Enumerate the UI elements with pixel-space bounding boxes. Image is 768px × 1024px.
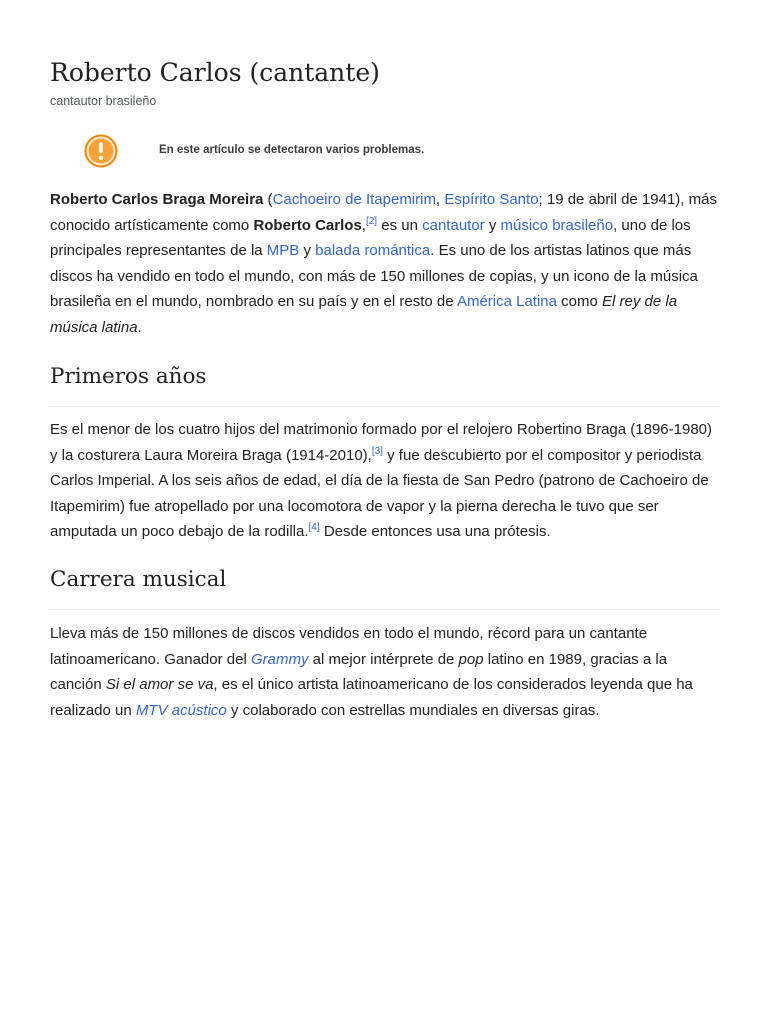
link-cachoeiro-de-itapemirim[interactable]: Cachoeiro de Itapemirim <box>272 191 436 208</box>
reference-3[interactable]: [3] <box>371 445 383 457</box>
nickname: El rey de la música latina <box>50 293 678 336</box>
link-america-latina[interactable]: América Latina <box>456 293 557 310</box>
link-espirito-santo[interactable]: Espírito Santo <box>444 191 539 208</box>
link-grammy[interactable]: Grammy <box>250 650 309 668</box>
intro-paragraph: Roberto Carlos Braga Moreira (Cachoeiro de Itapemirim, Espírito Santo; 19 de abril de 1941), más conocido artísticamente como Roberto Carlos,[2] es un cantautor y músico brasileño, uno de los principales representantes de la MPB y balada romántica. Es uno de los artistas latinos que más discos ha vendido en todo el mundo, con más de 150 millones de copias, y un icono de la música brasileña en el mundo, nombrado en su país y en el resto de América Latina como El rey de la música latina. <box>50 191 717 336</box>
heading-primeros-anos: Primeros años <box>50 362 718 407</box>
link-balada-romantica[interactable]: balada romántica <box>315 242 431 259</box>
link-mpb[interactable]: MPB <box>266 242 300 259</box>
heading-carrera-musical: Carrera musical <box>50 565 718 610</box>
link-musico-brasileno[interactable]: músico brasileño <box>500 216 614 234</box>
early-years-paragraph: Es el menor de los cuatro hijos del matrimonio formado por el relojero Robertino Braga (1896-1980) y la costurera Laura Moreira Braga (1914-2010),[3] y fue descubierto por el compositor y periodista Carlos Imperial. A los seis años de edad, el día de la fiesta de San Pedro (patrono de Cachoeiro de Itapemirim) fue atropellado por una locomotora de vapor y la pierna derecha le tuvo que ser amputada un poco debajo de la rodilla.[4] Desde entonces usa una prótesis. <box>50 421 713 540</box>
full-name: Roberto Carlos Braga Moreira <box>50 191 264 208</box>
reference-2[interactable]: [2] <box>365 215 378 227</box>
link-cantautor[interactable]: cantautor <box>422 216 485 234</box>
career-paragraph: Lleva más de 150 millones de discos vendidos en todo el mundo, récord para un cantante latinoamericano. Ganador del Grammy al mejor intérprete de pop latino en 1989, gracias a la canción Si el amor se va, es el único artista latinoamericano de los considerados leyenda que ha realizado un MTV acústico y colaborado con estrellas mundiales en diversas giras. <box>50 625 693 719</box>
pop-term: pop <box>458 650 484 668</box>
known-as-name: Roberto Carlos <box>253 216 362 234</box>
link-mtv-acustico[interactable]: MTV acústico <box>135 701 227 719</box>
reference-4[interactable]: [4] <box>308 522 320 533</box>
song-title: Si el amor se va <box>105 676 214 693</box>
issues-notice[interactable] <box>50 130 718 172</box>
issues-notice-text: En este artículo se detectaron varios problemas. <box>159 144 425 156</box>
page-title: Roberto Carlos (cantante) <box>50 58 380 87</box>
warning-icon <box>84 134 118 168</box>
page-subtitle: cantautor brasileño <box>50 94 157 108</box>
